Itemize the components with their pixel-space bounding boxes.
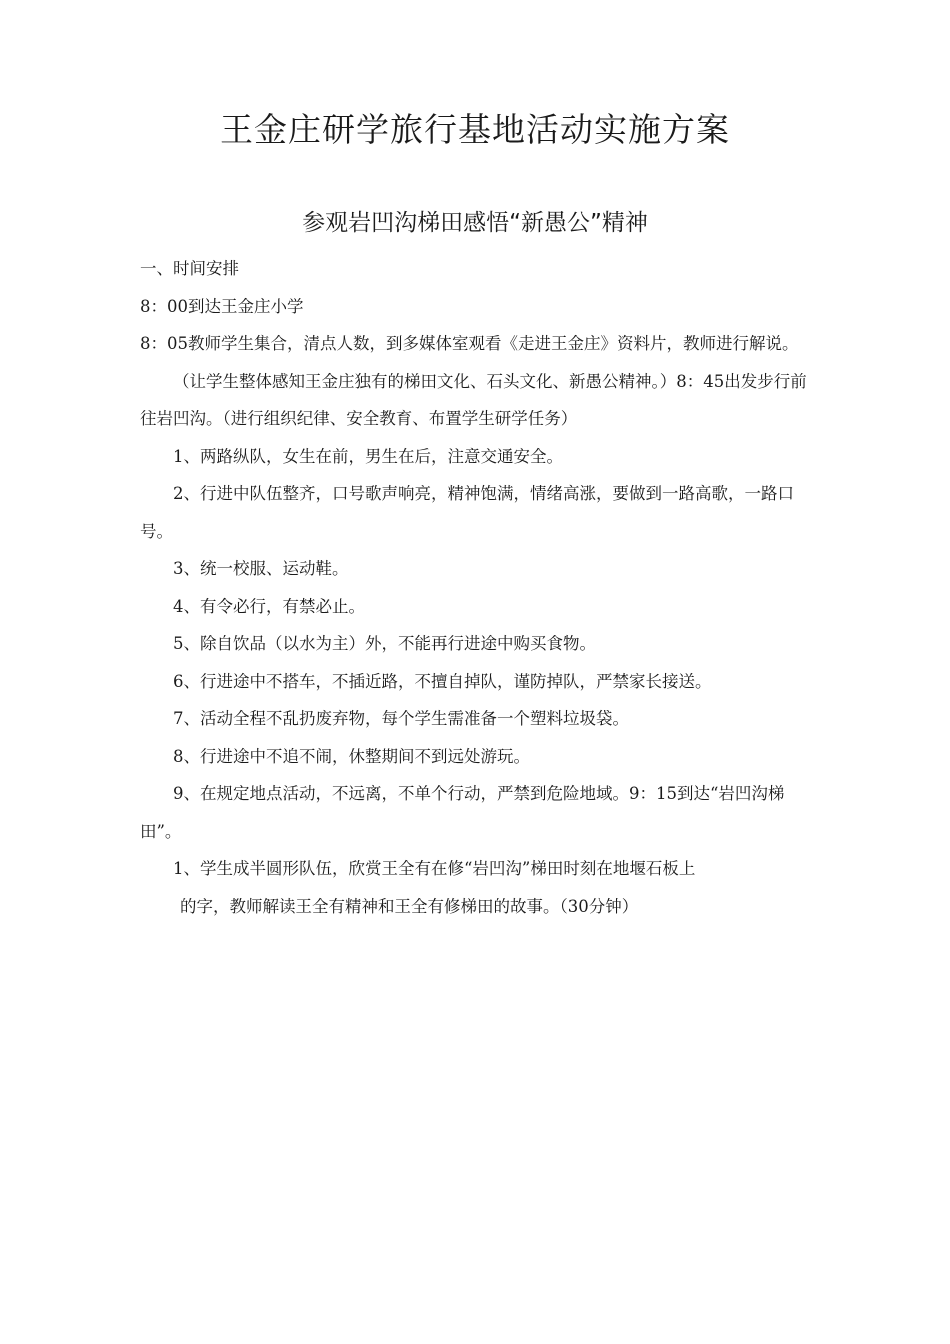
document-subtitle: 参观岩凹沟梯田感悟“新愚公”精神: [302, 210, 648, 236]
section-heading: 一、时间安排: [140, 259, 239, 278]
rule-item: 4、有令必行，有禁必止。: [173, 596, 365, 616]
activity-item: 1、学生成半圆形队伍，欣赏王全有在修“岩凹沟”梯田时刻在地堰石板上: [173, 859, 696, 878]
document-body: [140, 250, 820, 925]
rule-item: 7、活动全程不乱扔废弃物，每个学生需准备一个塑料垃圾袋。: [173, 709, 629, 728]
rule-item: 3、统一校服、运动鞋。: [173, 559, 349, 578]
schedule-item: 8：05教师学生集合，清点人数，到多媒体室观看《走进王金庄》资料片，教师进行解说。: [140, 334, 799, 353]
rule-item: 8、行进途中不追不闹，休整期间不到远处游玩。: [173, 746, 530, 766]
rule-item: 5、除自饮品（以水为主）外，不能再行进途中购买食物。: [173, 634, 596, 653]
document-title: 王金庄研学旅行基地活动实施方案: [220, 110, 730, 149]
schedule-item: （让学生整体感知王金庄独有的梯田文化、石头文化、新愚公精神。）8：45出发步行前往岩凹沟。（进行组织纪律、安全教育、布置学生研学任务）: [140, 371, 807, 428]
schedule-item: 8：00到达王金庄小学: [140, 296, 304, 316]
rule-item: 9、在规定地点活动，不远离，不单个行动，严禁到危险地域。9：15到达“岩凹沟梯田”。: [140, 784, 785, 841]
rule-item: 1、两路纵队，女生在前，男生在后，注意交通安全。: [173, 446, 563, 466]
activity-item-continuation: 的字，教师解读王全有精神和王全有修梯田的故事。（30分钟）: [180, 896, 639, 916]
rule-item: 6、行进途中不搭车，不插近路，不擅自掉队，谨防掉队，严禁家长接送。: [173, 671, 712, 691]
rule-item: 2、行进中队伍整齐，口号歌声响亮，精神饱满，情绪高涨，要做到一路高歌，一路口号。: [140, 484, 794, 541]
